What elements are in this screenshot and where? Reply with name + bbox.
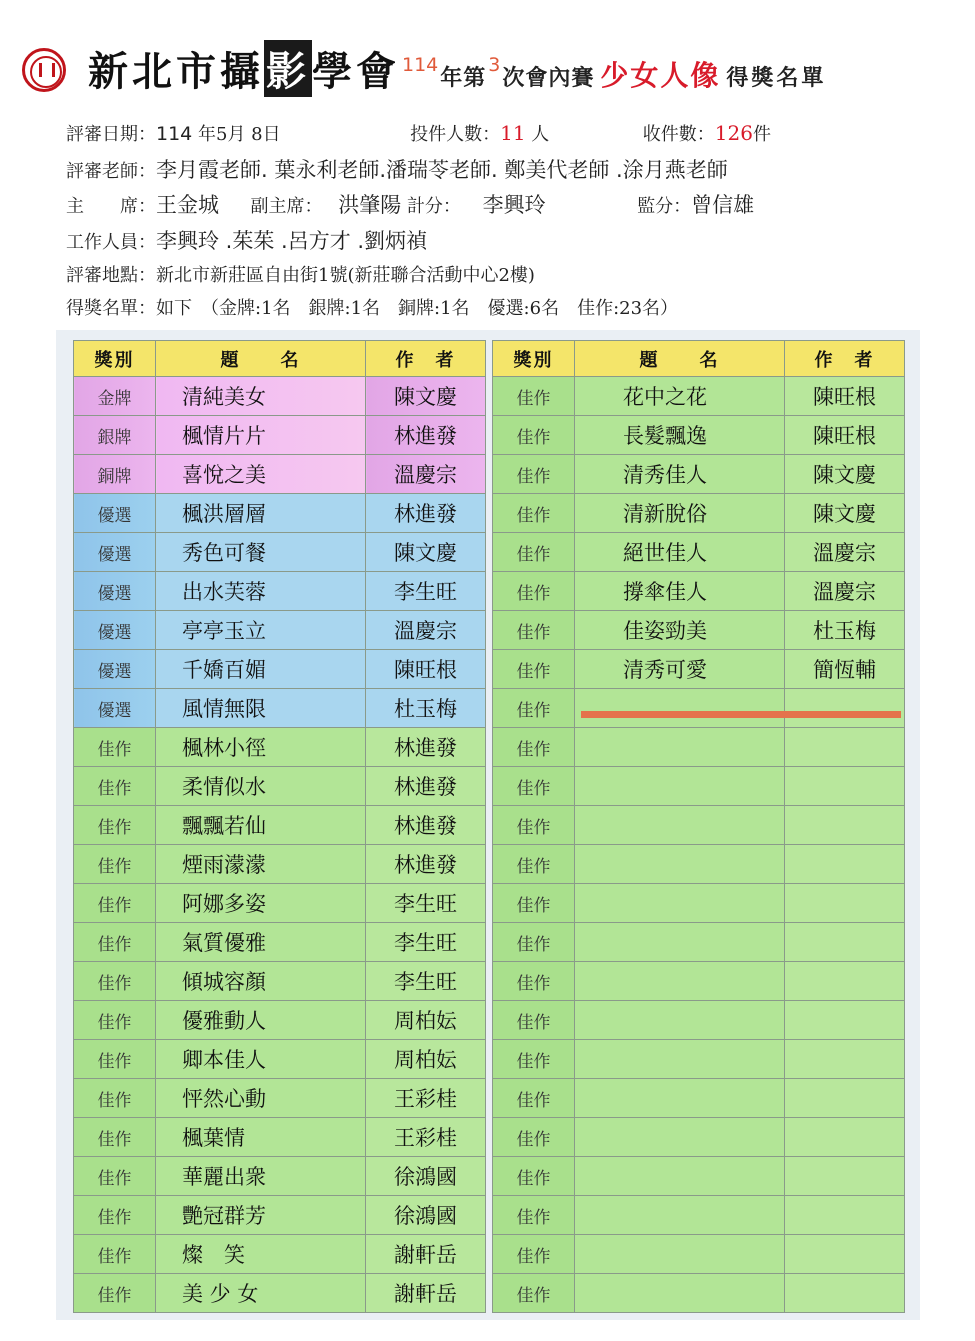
- author-cell: 徐鴻國: [366, 1196, 486, 1235]
- award-category-cell: 優選: [74, 572, 156, 611]
- author-cell: 李生旺: [366, 962, 486, 1001]
- work-title-cell: [575, 1118, 785, 1157]
- author-cell: 林進發: [366, 416, 486, 455]
- award-category-cell: 優選: [74, 611, 156, 650]
- list-title: 得獎名單: [726, 66, 827, 91]
- table-row: [493, 1118, 905, 1157]
- table-row: [74, 728, 486, 767]
- author-cell: [785, 1118, 905, 1157]
- award-category-cell: 佳作: [493, 1079, 575, 1118]
- work-title-cell: 秀色可餐: [156, 533, 366, 572]
- table-row: [74, 1079, 486, 1118]
- table-row: [74, 1274, 486, 1313]
- author-cell: [785, 689, 905, 728]
- award-category-cell: 佳作: [493, 728, 575, 767]
- award-category-cell: 優選: [74, 494, 156, 533]
- table-header-row: [493, 341, 905, 377]
- table-row: [74, 1157, 486, 1196]
- award-category-cell: 優選: [74, 650, 156, 689]
- author-cell: [785, 884, 905, 923]
- award-category-cell: 佳作: [74, 1235, 156, 1274]
- table-row: [493, 1235, 905, 1274]
- table-row: [74, 611, 486, 650]
- round-number: 3: [488, 54, 501, 76]
- table-row: [74, 1196, 486, 1235]
- award-category-cell: 佳作: [74, 728, 156, 767]
- table-row: [493, 611, 905, 650]
- table-row: [74, 884, 486, 923]
- award-category-cell: 優選: [74, 689, 156, 728]
- award-category-cell: 佳作: [74, 884, 156, 923]
- author-cell: 溫慶宗: [785, 533, 905, 572]
- table-row: [74, 767, 486, 806]
- award-category-cell: 佳作: [74, 1079, 156, 1118]
- work-title-cell: 卿本佳人: [156, 1040, 366, 1079]
- year-number: 114: [402, 54, 439, 76]
- header-category: 獎別: [493, 341, 575, 377]
- award-category-cell: 佳作: [74, 1157, 156, 1196]
- award-category-cell: 佳作: [74, 923, 156, 962]
- table-row: [493, 1196, 905, 1235]
- award-category-cell: 佳作: [493, 416, 575, 455]
- award-category-cell: 佳作: [493, 1157, 575, 1196]
- table-row: [74, 455, 486, 494]
- work-title-cell: [575, 1157, 785, 1196]
- work-title-cell: 阿娜多姿: [156, 884, 366, 923]
- award-category-cell: 佳作: [74, 962, 156, 1001]
- award-category-cell: 佳作: [493, 845, 575, 884]
- author-cell: [785, 1196, 905, 1235]
- round-suffix: 次會內賽: [502, 66, 595, 91]
- work-title-cell: 清秀佳人: [575, 455, 785, 494]
- header-title: 題 名: [575, 341, 785, 377]
- table-row: [74, 572, 486, 611]
- work-title-cell: 出水芙蓉: [156, 572, 366, 611]
- author-cell: [785, 845, 905, 884]
- work-title-cell: 燦 笑: [156, 1235, 366, 1274]
- table-row: [493, 1274, 905, 1313]
- table-row: [493, 884, 905, 923]
- table-row: [493, 455, 905, 494]
- author-cell: 林進發: [366, 728, 486, 767]
- work-title-cell: 花中之花: [575, 377, 785, 416]
- work-title-cell: [575, 1235, 785, 1274]
- award-category-cell: 佳作: [493, 1040, 575, 1079]
- author-cell: 謝軒岳: [366, 1274, 486, 1313]
- award-category-cell: 佳作: [493, 611, 575, 650]
- table-row: [74, 1001, 486, 1040]
- award-category-cell: 銀牌: [74, 416, 156, 455]
- author-cell: 謝軒岳: [366, 1235, 486, 1274]
- author-cell: 林進發: [366, 767, 486, 806]
- work-title-cell: 喜悅之美: [156, 455, 366, 494]
- info-date-line: 評審日期：114 年5月 8日 投件人數：11 人 收件數：126件: [66, 121, 771, 145]
- author-cell: 簡恆輔: [785, 650, 905, 689]
- author-cell: [785, 1235, 905, 1274]
- author-cell: 陳文慶: [785, 494, 905, 533]
- work-title-cell: 清秀可愛: [575, 650, 785, 689]
- work-title-cell: 楓葉情: [156, 1118, 366, 1157]
- work-title-cell: 楓情片片: [156, 416, 366, 455]
- award-category-cell: 佳作: [493, 1196, 575, 1235]
- author-cell: 杜玉梅: [366, 689, 486, 728]
- info-staff-line: 工作人員：李興玲 .茱茱 .呂方才 .劉炳禎: [66, 229, 428, 253]
- award-category-cell: 佳作: [493, 572, 575, 611]
- award-category-cell: 佳作: [493, 767, 575, 806]
- award-category-cell: 佳作: [74, 767, 156, 806]
- award-category-cell: 佳作: [493, 923, 575, 962]
- author-cell: 李生旺: [366, 884, 486, 923]
- table-row: [493, 533, 905, 572]
- results-table-right: [492, 340, 905, 1313]
- author-cell: [785, 923, 905, 962]
- table-row: [74, 962, 486, 1001]
- header-category: 獎別: [74, 341, 156, 377]
- author-cell: 溫慶宗: [366, 455, 486, 494]
- award-category-cell: 佳作: [493, 884, 575, 923]
- work-title-cell: [575, 806, 785, 845]
- work-title-cell: [575, 845, 785, 884]
- author-cell: 陳文慶: [785, 455, 905, 494]
- work-title-cell: 氣質優雅: [156, 923, 366, 962]
- header-title: 題 名: [156, 341, 366, 377]
- award-category-cell: 佳作: [493, 533, 575, 572]
- table-row: [74, 377, 486, 416]
- author-cell: [785, 767, 905, 806]
- author-cell: 徐鴻國: [366, 1157, 486, 1196]
- author-cell: 林進發: [366, 806, 486, 845]
- work-title-cell: 柔情似水: [156, 767, 366, 806]
- table-row: [74, 1118, 486, 1157]
- table-row: [493, 767, 905, 806]
- award-category-cell: 佳作: [493, 494, 575, 533]
- award-category-cell: 佳作: [493, 455, 575, 494]
- table-row: [74, 1040, 486, 1079]
- author-cell: 陳旺根: [785, 416, 905, 455]
- award-category-cell: 佳作: [493, 1001, 575, 1040]
- author-cell: [785, 1274, 905, 1313]
- author-cell: 林進發: [366, 845, 486, 884]
- work-title-cell: [575, 1274, 785, 1313]
- work-title-cell: 亭亭玉立: [156, 611, 366, 650]
- award-category-cell: 銅牌: [74, 455, 156, 494]
- work-title-cell: [575, 689, 785, 728]
- award-category-cell: 佳作: [74, 1040, 156, 1079]
- award-category-cell: 金牌: [74, 377, 156, 416]
- table-header-row: [74, 341, 486, 377]
- work-title-cell: 美 少 女: [156, 1274, 366, 1313]
- table-row: [493, 845, 905, 884]
- work-title-cell: 風情無限: [156, 689, 366, 728]
- work-title-cell: 楓林小徑: [156, 728, 366, 767]
- work-title-cell: 清新脫俗: [575, 494, 785, 533]
- work-title-cell: 飄飄若仙: [156, 806, 366, 845]
- work-title-cell: 長髮飄逸: [575, 416, 785, 455]
- table-row: [74, 689, 486, 728]
- work-title-cell: 佳姿勁美: [575, 611, 785, 650]
- year-suffix: 年第: [440, 66, 487, 91]
- author-cell: 周柏妘: [366, 1001, 486, 1040]
- author-cell: [785, 1079, 905, 1118]
- work-title-cell: 傾城容顏: [156, 962, 366, 1001]
- award-category-cell: 佳作: [493, 1118, 575, 1157]
- table-row: [493, 416, 905, 455]
- award-category-cell: 佳作: [74, 1001, 156, 1040]
- author-cell: [785, 1001, 905, 1040]
- award-category-cell: 佳作: [493, 1274, 575, 1313]
- author-cell: 李生旺: [366, 923, 486, 962]
- work-title-cell: 華麗出衆: [156, 1157, 366, 1196]
- award-category-cell: 佳作: [493, 806, 575, 845]
- author-cell: 溫慶宗: [785, 572, 905, 611]
- table-row: [493, 962, 905, 1001]
- info-judges-line: 評審老師：李月霞老師. 葉永利老師.潘瑞苓老師. 鄭美代老師 .涂月燕老師: [66, 158, 728, 182]
- info-venue-line: 評審地點：新北市新莊區自由街1號(新莊聯合活動中心2樓): [66, 265, 535, 286]
- header-author: 作 者: [366, 341, 486, 377]
- table-row: [74, 494, 486, 533]
- work-title-cell: 楓洪層層: [156, 494, 366, 533]
- award-category-cell: 佳作: [74, 845, 156, 884]
- table-row: [74, 806, 486, 845]
- table-row: [74, 923, 486, 962]
- work-title-cell: 煙雨濛濛: [156, 845, 366, 884]
- table-row: [493, 728, 905, 767]
- work-title-cell: [575, 884, 785, 923]
- award-category-cell: 佳作: [74, 1196, 156, 1235]
- award-category-cell: 佳作: [493, 650, 575, 689]
- page-header: [0, 0, 975, 110]
- author-cell: [785, 806, 905, 845]
- work-title-cell: [575, 1040, 785, 1079]
- table-row: [493, 1157, 905, 1196]
- work-title-cell: 千嬌百媚: [156, 650, 366, 689]
- table-row: [493, 806, 905, 845]
- author-cell: 陳文慶: [366, 533, 486, 572]
- page-title: [88, 40, 826, 97]
- author-cell: 周柏妘: [366, 1040, 486, 1079]
- award-category-cell: 佳作: [74, 1274, 156, 1313]
- table-row: [493, 494, 905, 533]
- author-cell: [785, 728, 905, 767]
- table-row: [493, 1079, 905, 1118]
- author-cell: [785, 962, 905, 1001]
- award-category-cell: 優選: [74, 533, 156, 572]
- header-author: 作 者: [785, 341, 905, 377]
- work-title-cell: [575, 1196, 785, 1235]
- table-row: [74, 416, 486, 455]
- work-title-cell: [575, 1079, 785, 1118]
- work-title-cell: 撐傘佳人: [575, 572, 785, 611]
- work-title-cell: 優雅動人: [156, 1001, 366, 1040]
- table-row: [493, 1040, 905, 1079]
- author-cell: 林進發: [366, 494, 486, 533]
- info-awards-line: 得獎名單：如下 （金牌:1名 銀牌:1名 銅牌:1名 優選:6名 佳作:23名）: [66, 298, 679, 319]
- work-title-cell: [575, 923, 785, 962]
- results-table-left: [73, 340, 486, 1313]
- author-cell: 陳文慶: [366, 377, 486, 416]
- table-row: [493, 377, 905, 416]
- author-cell: 杜玉梅: [785, 611, 905, 650]
- org-name: 新北市攝影學會: [88, 40, 400, 97]
- association-logo-icon: [22, 48, 66, 92]
- table-row: [493, 650, 905, 689]
- award-category-cell: 佳作: [493, 689, 575, 728]
- divider-line: [581, 711, 901, 718]
- author-cell: 王彩桂: [366, 1118, 486, 1157]
- award-category-cell: 佳作: [493, 377, 575, 416]
- author-cell: 李生旺: [366, 572, 486, 611]
- table-row: [74, 1235, 486, 1274]
- author-cell: [785, 1040, 905, 1079]
- work-title-cell: 怦然心動: [156, 1079, 366, 1118]
- table-row: [493, 572, 905, 611]
- work-title-cell: 艷冠群芳: [156, 1196, 366, 1235]
- award-category-cell: 佳作: [493, 962, 575, 1001]
- award-category-cell: 佳作: [74, 806, 156, 845]
- author-cell: 王彩桂: [366, 1079, 486, 1118]
- table-row: [74, 845, 486, 884]
- work-title-cell: [575, 728, 785, 767]
- work-title-cell: [575, 1001, 785, 1040]
- award-category-cell: 佳作: [74, 1118, 156, 1157]
- contest-category: 少女人像: [600, 59, 721, 92]
- work-title-cell: 絕世佳人: [575, 533, 785, 572]
- table-row: [74, 533, 486, 572]
- table-row: [74, 650, 486, 689]
- info-officials-line: 主 席：王金城 副主席： 洪肇陽 計分： 李興玲 監分：曾信雄: [66, 193, 755, 217]
- award-category-cell: 佳作: [493, 1235, 575, 1274]
- table-row: [493, 689, 905, 728]
- author-cell: 溫慶宗: [366, 611, 486, 650]
- work-title-cell: [575, 962, 785, 1001]
- author-cell: 陳旺根: [785, 377, 905, 416]
- work-title-cell: 清純美女: [156, 377, 366, 416]
- author-cell: [785, 1157, 905, 1196]
- table-row: [493, 923, 905, 962]
- table-row: [493, 1001, 905, 1040]
- work-title-cell: [575, 767, 785, 806]
- author-cell: 陳旺根: [366, 650, 486, 689]
